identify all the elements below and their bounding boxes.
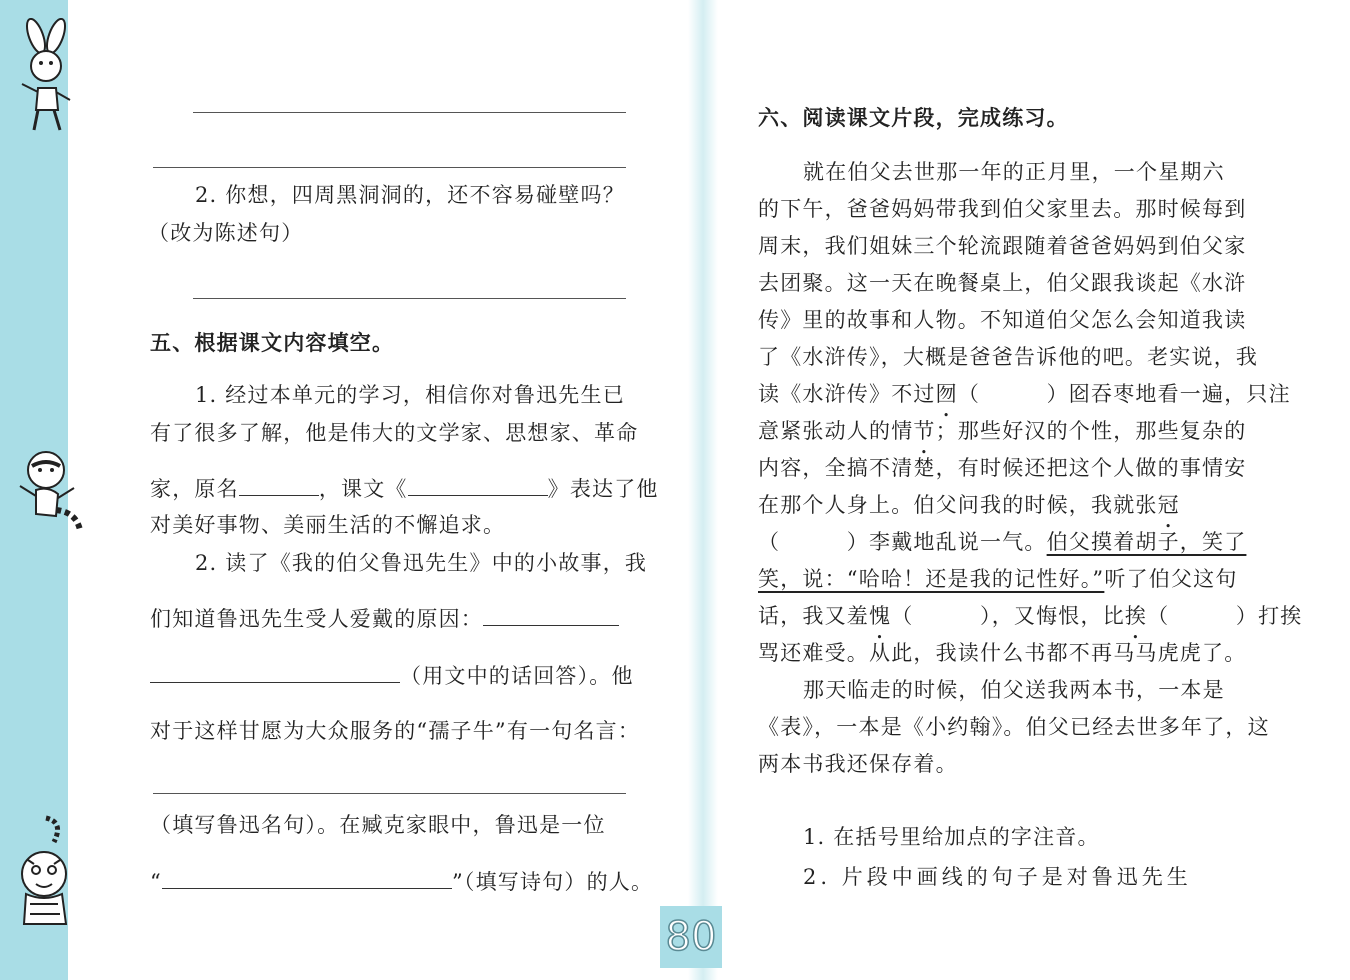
passage-line	[758, 490, 1180, 520]
fill-blank-name[interactable]	[239, 473, 319, 496]
text-segment: （ ）打挨	[1147, 604, 1303, 628]
passage-line	[758, 601, 1303, 631]
text-segment: 在那个人身上。伯父问我的时候，我就张	[758, 493, 1158, 517]
passage-line	[758, 416, 1246, 446]
answer-line	[193, 298, 626, 299]
exercise-item: 1. 在括号里给加点的字注音。	[803, 825, 1100, 849]
dotted-char: 挨	[1124, 604, 1148, 628]
text-line: 对于这样甘愿为大众服务的“孺子牛”有一句名言：	[150, 719, 641, 743]
text-line: （填写鲁迅名句）。在臧克家眼中，鲁迅是一位	[150, 813, 606, 837]
underlined-sentence: 伯父摸着胡子，笑了	[1046, 530, 1247, 554]
text-line: 2. 读了《我的伯父鲁迅先生》中的小故事，我	[195, 551, 648, 575]
dotted-char: 冠	[1157, 493, 1180, 517]
section-heading: 五、根据课文内容填空。	[150, 330, 395, 355]
dotted-char: 愧	[869, 604, 892, 628]
text-line	[150, 660, 634, 691]
text-segment: 话，我又羞	[758, 604, 869, 628]
text-segment: ；那些好汉的个性，那些复杂的	[935, 419, 1247, 443]
fill-blank-poem[interactable]	[162, 866, 452, 889]
exercise-note: （改为陈述句）	[148, 221, 304, 245]
text-segment: “	[150, 870, 162, 894]
fill-blank-reason[interactable]	[150, 660, 400, 683]
passage-line: 周末，我们姐妹三个轮流跟随着爸爸妈妈到伯父家	[758, 234, 1247, 258]
passage-line	[758, 527, 1246, 557]
text-segment: 意紧张动人的情	[758, 419, 914, 443]
text-segment: 听了伯父这句	[1104, 567, 1238, 591]
text-line	[150, 866, 653, 897]
text-segment: 们知道鲁迅先生受人爱戴的原因：	[150, 607, 483, 631]
text-segment: （用文中的话回答）。他	[400, 664, 634, 688]
dotted-char: 囫	[935, 382, 958, 406]
passage-line: 内容，全搞不清楚，有时候还把这个人做的事情安	[758, 456, 1247, 480]
passage-line	[758, 564, 1238, 594]
passage-line: 传》里的故事和人物。不知道伯父怎么会知道我读	[758, 308, 1247, 332]
text-line: 有了很多了解，他是伟大的文学家、思想家、革命	[150, 421, 639, 445]
dotted-char: 节	[913, 419, 936, 443]
exercise-item: 2. 你想，四周黑洞洞的，还不容易碰壁吗？	[195, 183, 625, 207]
answer-line[interactable]	[153, 793, 626, 794]
text-segment: （ ），又悔恨，比	[891, 604, 1125, 628]
text-segment: 读《水浒传》不过	[758, 382, 936, 406]
passage-line: 去团聚。这一天在晚餐桌上，伯父跟我谈起《水浒	[758, 271, 1247, 295]
rabbit-illustration	[8, 18, 80, 136]
text-segment: ，课文《	[318, 477, 408, 501]
text-segment: 》表达了他	[547, 477, 659, 501]
passage-line: 两本书我还保存着。	[758, 752, 958, 776]
tiger-illustration	[6, 812, 86, 940]
answer-line	[193, 112, 626, 113]
exercise-item: 2. 片段中画线的句子是对鲁迅先生	[803, 865, 1192, 889]
text-segment: ”（填写诗句）的人。	[451, 870, 654, 894]
text-line: 对美好事物、美丽生活的不懈追求。	[150, 513, 506, 537]
text-line: 1. 经过本单元的学习，相信你对鲁迅先生已	[195, 383, 625, 407]
section-heading: 六、阅读课文片段，完成练习。	[758, 105, 1069, 130]
text-line	[150, 603, 619, 634]
passage-line: 的下午，爸爸妈妈带我到伯父家里去。那时候每到	[758, 197, 1247, 221]
passage-line: 骂还难受。从此，我读什么书都不再马马虎虎了。	[758, 641, 1247, 665]
fill-blank-title[interactable]	[408, 473, 548, 496]
text-segment: （ ）囵吞枣地看一遍，只注	[957, 382, 1291, 406]
underlined-sentence: 笑，说：“哈哈！还是我的记性好。”	[758, 567, 1105, 591]
answer-line	[153, 167, 626, 168]
passage-line: 那天临走的时候，伯父送我两本书，一本是	[803, 678, 1225, 702]
passage-line	[758, 379, 1291, 409]
fill-blank-reason[interactable]	[483, 603, 619, 626]
raccoon-illustration	[10, 440, 90, 536]
page-number-badge	[660, 906, 722, 968]
page-gutter	[688, 0, 718, 980]
passage-line: 就在伯父去世那一年的正月里，一个星期六	[803, 160, 1225, 184]
passage-line: 了《水浒传》，大概是爸爸告诉他的吧。老实说，我	[758, 345, 1259, 369]
text-line	[150, 473, 659, 504]
text-segment: （ ）李戴地乱说一气。	[758, 530, 1047, 554]
text-segment: 家，原名	[150, 477, 239, 501]
page-number: 80	[665, 914, 717, 960]
passage-line: 《表》，一本是《小约翰》。伯父已经去世多年了，这	[758, 715, 1270, 739]
